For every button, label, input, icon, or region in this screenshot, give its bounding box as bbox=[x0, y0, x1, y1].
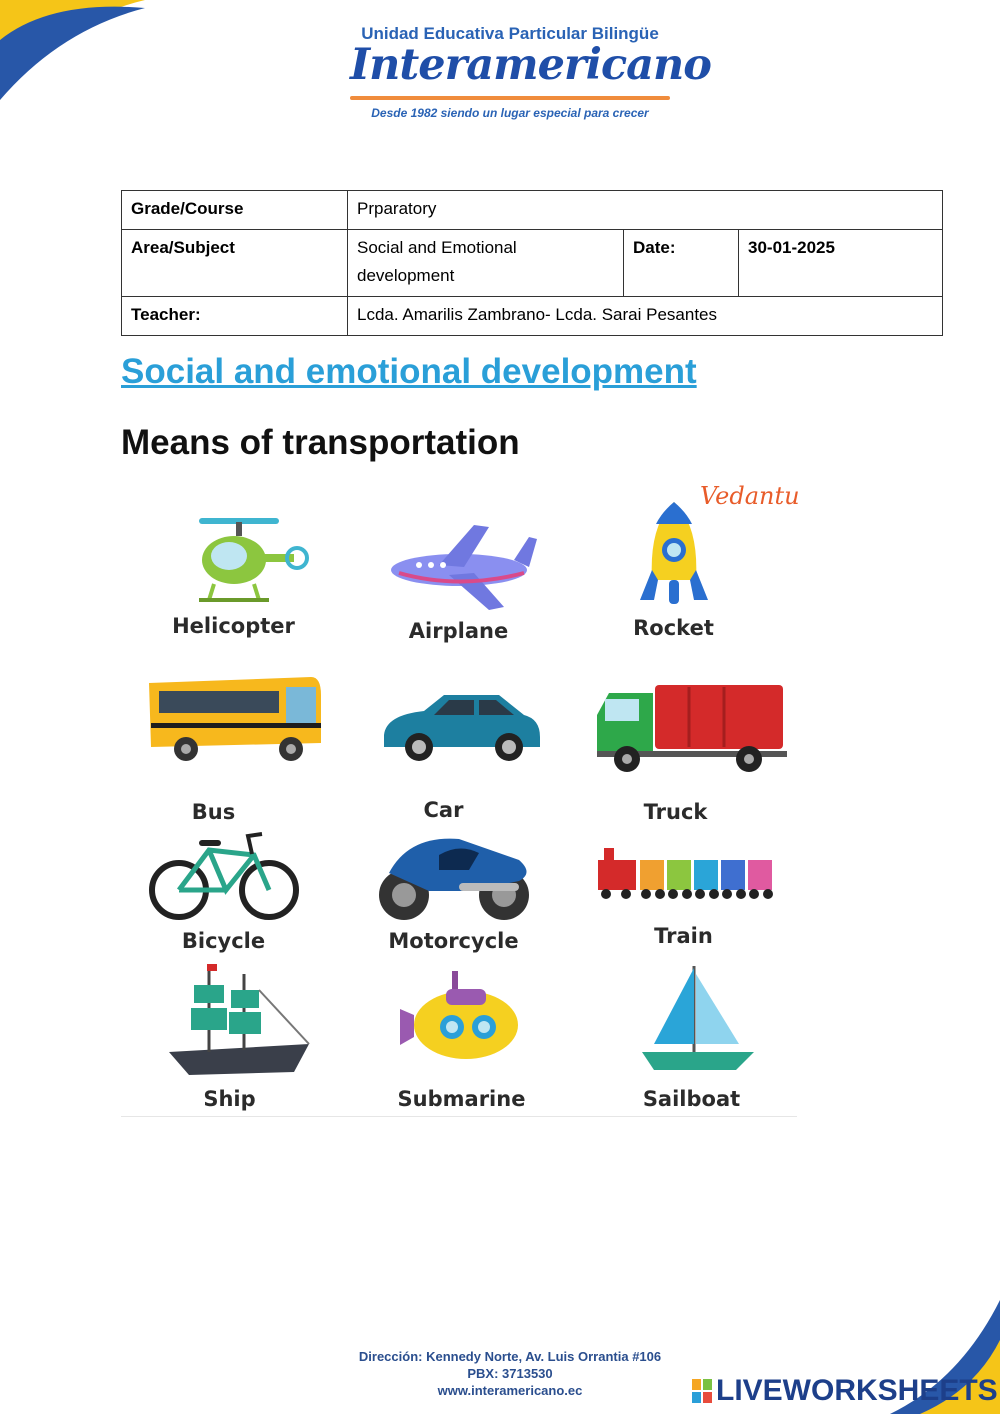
vehicle-label: Train bbox=[654, 924, 713, 948]
vehicle-card-ship bbox=[121, 960, 346, 1085]
vehicle-card-car bbox=[346, 685, 571, 765]
date-label: Date: bbox=[624, 230, 739, 297]
page-heading: Means of transportation bbox=[121, 423, 520, 462]
vehicle-card-airplane bbox=[346, 515, 571, 643]
area-value: Social and Emotional development bbox=[348, 230, 624, 297]
vehicle-label: Rocket bbox=[633, 616, 714, 640]
vehicle-label: Helicopter bbox=[172, 614, 295, 638]
vehicle-label: Ship bbox=[203, 1087, 256, 1111]
school-line: Unidad Educativa Particular Bilingüe bbox=[361, 24, 659, 43]
vehicle-card-truck bbox=[576, 675, 801, 775]
liveworksheets-brand[interactable] bbox=[692, 1374, 998, 1408]
vehicle-card-motorcycle bbox=[341, 825, 566, 953]
grade-row bbox=[122, 191, 943, 230]
vehicle-label: Car bbox=[423, 798, 464, 822]
footer-phone: PBX: 3713530 bbox=[467, 1366, 553, 1381]
bus-icon bbox=[141, 665, 326, 765]
vehicle-caption-truck bbox=[563, 796, 788, 824]
school-tagline: Desde 1982 siendo un lugar especial para crecer bbox=[371, 106, 649, 120]
grade-label: Grade/Course bbox=[122, 191, 348, 230]
sailboat-icon bbox=[614, 962, 764, 1082]
transport-picture-grid bbox=[121, 480, 797, 1117]
teacher-value: Lcda. Amarilis Zambrano- Lcda. Sarai Pesantes bbox=[348, 297, 943, 336]
footer-address-block bbox=[300, 1348, 720, 1399]
vehicle-card-bus bbox=[121, 665, 346, 765]
vehicle-caption-submarine bbox=[349, 1083, 574, 1111]
vehicle-card-train bbox=[571, 830, 796, 948]
area-label: Area/Subject bbox=[122, 230, 348, 297]
liveworksheets-text: LIVEWORKSHEETS bbox=[716, 1374, 998, 1407]
vehicle-card-bicycle bbox=[111, 830, 336, 953]
vehicle-caption-bus bbox=[101, 796, 326, 824]
vedantu-watermark: Vedantu bbox=[700, 482, 800, 510]
vehicle-label: Submarine bbox=[397, 1087, 526, 1111]
vehicle-caption-sailboat bbox=[579, 1083, 804, 1111]
subject-title: Social and emotional development bbox=[121, 352, 697, 391]
train-icon bbox=[584, 830, 784, 920]
info-table bbox=[121, 190, 943, 336]
car-icon bbox=[374, 685, 544, 765]
vehicle-label: Bus bbox=[191, 800, 236, 824]
teacher-row bbox=[122, 297, 943, 336]
teacher-label: Teacher: bbox=[122, 297, 348, 336]
vehicle-card-rocket bbox=[561, 500, 786, 640]
vehicle-label: Sailboat bbox=[642, 1087, 741, 1111]
vehicle-label: Motorcycle bbox=[388, 929, 519, 953]
vehicle-card-submarine bbox=[346, 965, 571, 1080]
vehicle-label: Airplane bbox=[408, 619, 509, 643]
corner-swoosh-top-left bbox=[0, 0, 150, 110]
motorcycle-icon bbox=[369, 825, 539, 925]
footer-address: Dirección: Kennedy Norte, Av. Luis Orrantia #106 bbox=[358, 1349, 662, 1364]
airplane-icon bbox=[379, 515, 539, 615]
footer-website[interactable]: www.interamericano.ec bbox=[437, 1383, 583, 1398]
school-logo-name: Interamericano bbox=[350, 40, 711, 90]
rocket-icon bbox=[614, 500, 734, 612]
submarine-icon bbox=[384, 965, 534, 1080]
area-row bbox=[122, 230, 943, 297]
vehicle-card-sailboat bbox=[576, 962, 801, 1082]
truck-icon bbox=[589, 675, 789, 775]
helicopter-icon bbox=[159, 510, 309, 610]
vehicle-caption-ship bbox=[117, 1083, 342, 1111]
vehicle-caption-car bbox=[331, 794, 556, 822]
vehicle-label: Bicycle bbox=[181, 929, 266, 953]
vehicle-card-helicopter bbox=[121, 510, 346, 638]
grade-value: Prparatory bbox=[348, 191, 943, 230]
vehicle-label: Truck bbox=[643, 800, 708, 824]
logo-underline bbox=[350, 96, 670, 100]
bicycle-icon bbox=[144, 830, 304, 925]
liveworksheets-logo-icon bbox=[692, 1379, 712, 1403]
date-value: 30-01-2025 bbox=[739, 230, 943, 297]
ship-icon bbox=[149, 960, 319, 1085]
